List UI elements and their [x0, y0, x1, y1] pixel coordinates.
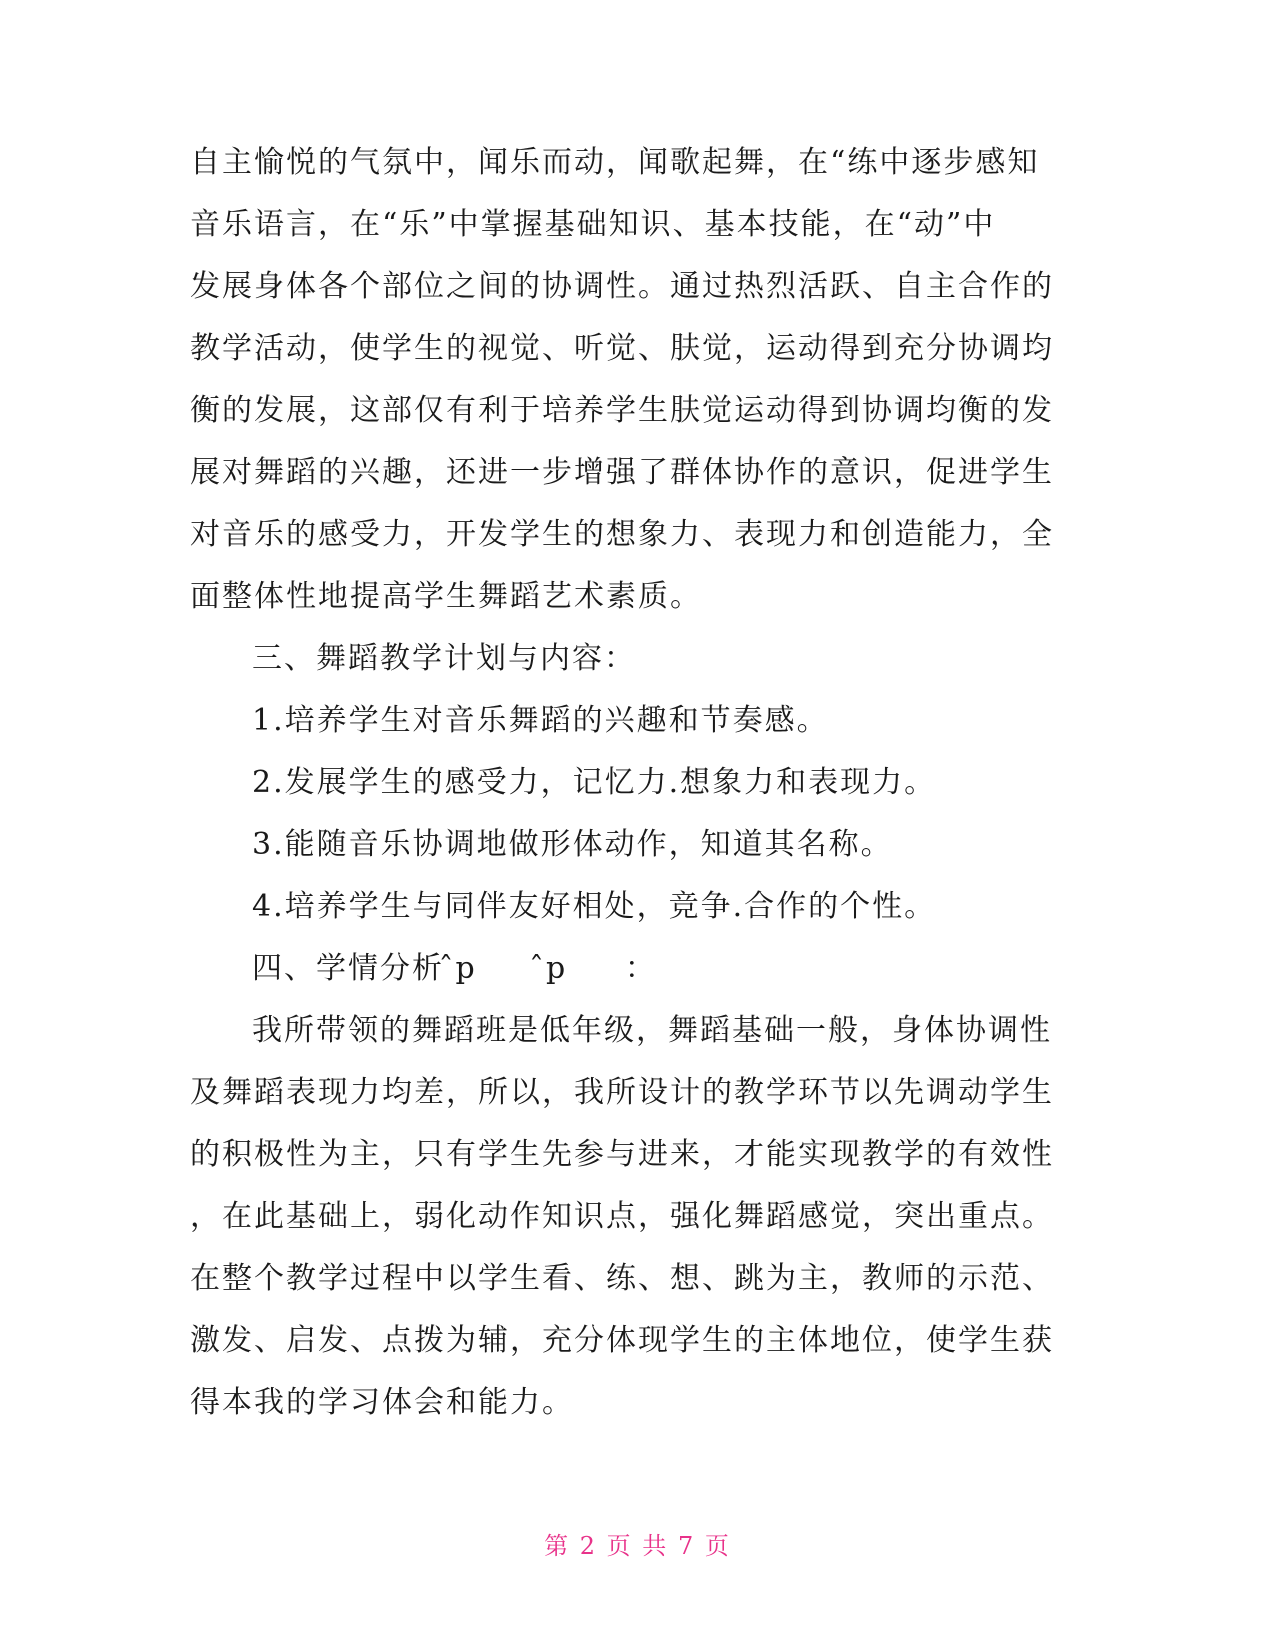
- page-number-footer: 第 2 页 共 7 页: [544, 1532, 731, 1560]
- paragraph-1-line-8: 面整体性地提高学生舞蹈艺术素质。: [190, 579, 702, 614]
- paragraph-1-line-3: 发展身体各个部位之间的协调性。通过热烈活跃、自主合作的: [190, 269, 1054, 304]
- section-3-item-2: 2.发展学生的感受力，记忆力.想象力和表现力。: [252, 765, 937, 800]
- section-3-item-3: 3.能随音乐协调地做形体动作，知道其名称。: [252, 827, 893, 862]
- paragraph-2-line-6: 激发、启发、点拨为辅，充分体现学生的主体地位，使学生获: [190, 1323, 1054, 1358]
- paragraph-1-line-1: 自主愉悦的气氛中，闻乐而动，闻歌起舞，在“练中逐步感知: [190, 145, 1040, 180]
- section-3-item-4: 4.培养学生与同伴友好相处，竞争.合作的个性。: [252, 889, 937, 924]
- paragraph-2-line-1: 我所带领的舞蹈班是低年级，舞蹈基础一般，身体协调性: [252, 1013, 1052, 1048]
- paragraph-1-line-2: 音乐语言，在“乐”中掌握基础知识、基本技能，在“动”中: [190, 207, 996, 242]
- paragraph-2-line-2: 及舞蹈表现力均差，所以，我所设计的教学环节以先调动学生: [190, 1075, 1054, 1110]
- paragraph-1-line-4: 教学活动，使学生的视觉、听觉、肤觉，运动得到充分协调均: [190, 331, 1054, 366]
- paragraph-2-line-5: 在整个教学过程中以学生看、练、想、跳为主，教师的示范、: [190, 1261, 1054, 1296]
- paragraph-2-line-3: 的积极性为主，只有学生先参与进来，才能实现教学的有效性: [190, 1137, 1054, 1172]
- paragraph-2-line-4: ，在此基础上，弱化动作知识点，强化舞蹈感觉，突出重点。: [190, 1199, 1054, 1234]
- section-3-item-1: 1.培养学生对音乐舞蹈的兴趣和节奏感。: [252, 703, 829, 738]
- section-4-heading: 四、学情分析 ̂p ̂p ：: [252, 951, 657, 986]
- paragraph-1-line-6: 展对舞蹈的兴趣，还进一步增强了群体协作的意识，促进学生: [190, 455, 1054, 490]
- paragraph-2-line-7: 得本我的学习体会和能力。: [190, 1385, 574, 1420]
- paragraph-1-line-5: 衡的发展，这部仅有利于培养学生肤觉运动得到协调均衡的发: [190, 393, 1054, 428]
- paragraph-1-line-7: 对音乐的感受力，开发学生的想象力、表现力和创造能力，全: [190, 517, 1054, 552]
- section-3-heading: 三、舞蹈教学计划与内容：: [252, 641, 636, 676]
